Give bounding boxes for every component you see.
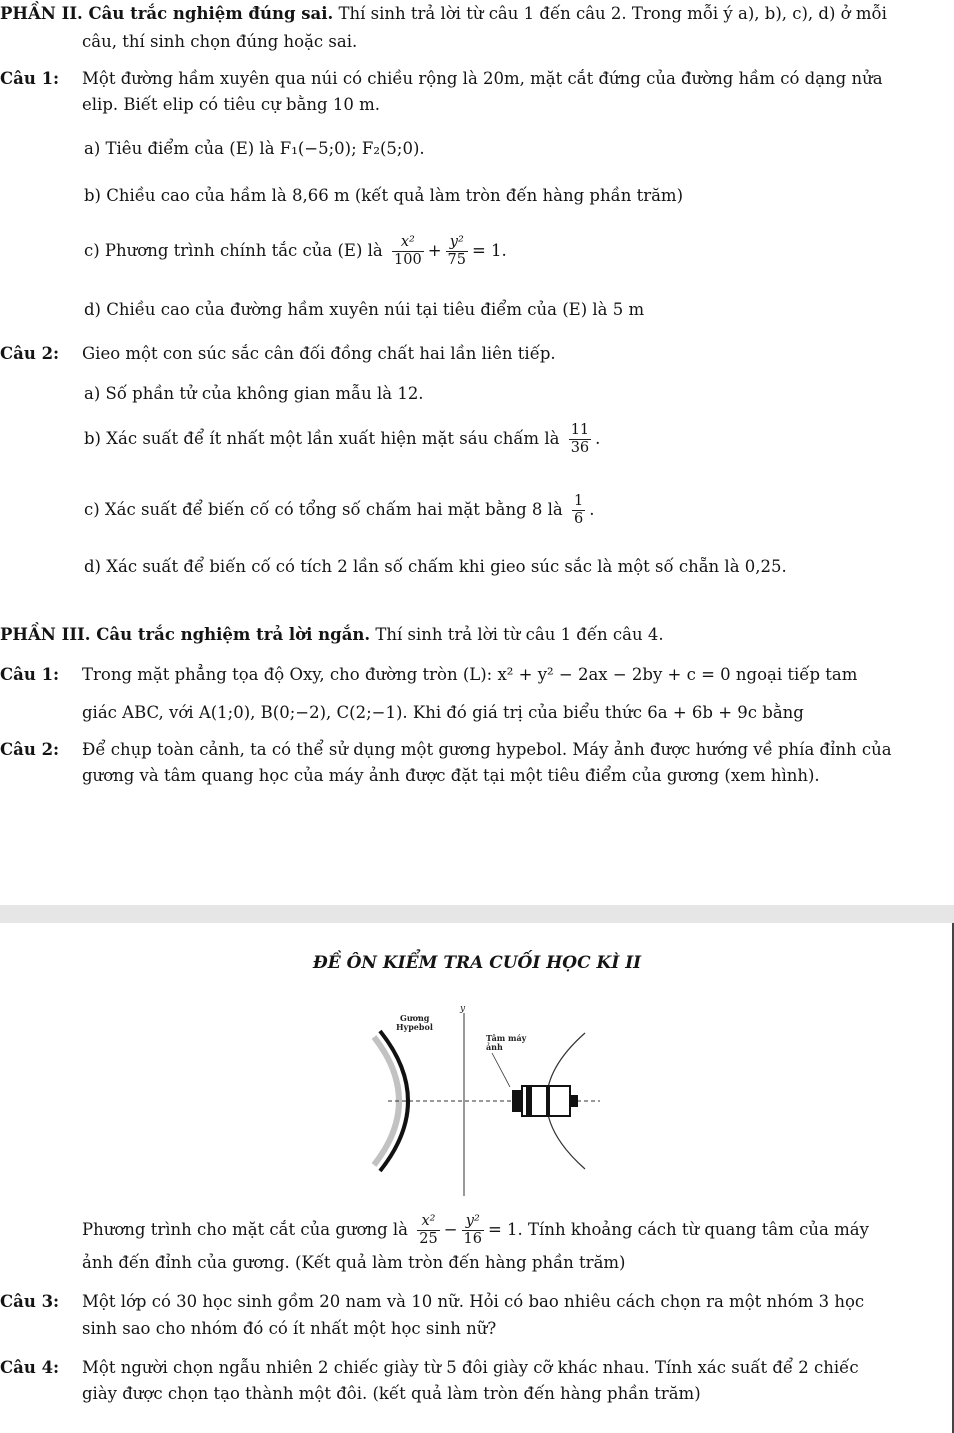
part2-q1-label: Câu 1: xyxy=(0,69,60,88)
part3-q2-line4: ảnh đến đỉnh của gương. (Kết quả làm tròn đến hàng phần trăm) xyxy=(82,1253,626,1272)
part2-q2-option-c xyxy=(84,493,595,528)
part2-heading-line2: câu, thí sinh chọn đúng hoặc sai. xyxy=(82,32,358,51)
period: . xyxy=(595,429,601,448)
fraction-denominator: 25 xyxy=(419,1231,438,1247)
part3-q2-eq-fraction-1 xyxy=(417,1213,439,1248)
fraction-numerator: 11 xyxy=(570,422,590,438)
part2-heading-rest: Thí sinh trả lời từ câu 1 đến câu 2. Trong mỗi ý a), b), c), d) ở mỗi xyxy=(333,4,887,23)
fraction-denominator: 36 xyxy=(570,440,590,456)
part2-heading-bold: PHẦN II. Câu trắc nghiệm đúng sai. xyxy=(0,4,334,23)
part3-q4-line1: Một người chọn ngẫu nhiên 2 chiếc giày từ 5 đôi giày cỡ khác nhau. Tính xác suất để 2 chiếc xyxy=(82,1358,859,1377)
part3-heading-rest: Thí sinh trả lời từ câu 1 đến câu 4. xyxy=(370,625,664,644)
camera-band-2 xyxy=(546,1086,550,1116)
period: . xyxy=(589,500,595,519)
hyperbolic-mirror-figure xyxy=(360,1001,620,1201)
part3-q2-line1: Để chụp toàn cảnh, ta có thể sử dụng một gương hypebol. Máy ảnh được hướng về phía đỉnh của xyxy=(82,740,892,759)
part2-q1-option-d: d) Chiều cao của đường hầm xuyên núi tại tiêu điểm của (E) là 5 m xyxy=(84,300,645,319)
part2-q1-c-equals: = 1. xyxy=(471,241,507,260)
part3-q1-line1: Trong mặt phẳng tọa độ Oxy, cho đường tròn (L): x² + y² − 2ax − 2by + c = 0 ngoại tiếp tam xyxy=(82,665,858,684)
fraction-denominator: 100 xyxy=(394,252,422,268)
mirror-label-line1: Gương xyxy=(400,1013,430,1023)
part3-q2-eq-text: Phương trình cho mặt cắt của gương là xyxy=(82,1220,408,1239)
fraction-denominator: 75 xyxy=(447,252,466,268)
part3-q1-label: Câu 1: xyxy=(0,665,60,684)
part2-q1-option-a: a) Tiêu điểm của (E) là F₁(−5;0); F₂(5;0). xyxy=(84,139,425,158)
mirror-label-line2: Hypebol xyxy=(396,1022,433,1032)
axis-label-y: y xyxy=(460,1004,466,1014)
part2-q1-line2: elip. Biết elip có tiêu cự bằng 10 m. xyxy=(82,95,380,114)
camera-back xyxy=(570,1095,578,1107)
camera-label-line2: ảnh xyxy=(486,1042,503,1052)
fraction-numerator: 1 xyxy=(574,493,584,509)
part3-heading-bold: PHẦN III. Câu trắc nghiệm trả lời ngắn. xyxy=(0,625,371,644)
part3-q3-line2: sinh sao cho nhóm đó có ít nhất một học sinh nữ? xyxy=(82,1319,497,1338)
part2-q2-line1: Gieo một con súc sắc cân đối đồng chất hai lần liên tiếp. xyxy=(82,344,556,363)
part2-q2-option-d: d) Xác suất để biến cố có tích 2 lần số chấm khi gieo súc sắc là một số chẵn là 0,25. xyxy=(84,557,787,576)
exam-page-2 xyxy=(0,923,954,1433)
part2-heading xyxy=(0,4,887,24)
part2-q2-option-a: a) Số phần tử của không gian mẫu là 12. xyxy=(84,384,424,403)
part2-q2-option-b xyxy=(84,422,600,457)
camera-lens xyxy=(512,1090,522,1112)
part3-q2-eq-rest: = 1. Tính khoảng cách từ quang tâm của máy xyxy=(487,1220,869,1239)
part3-q4-line2: giày được chọn tạo thành một đôi. (kết quả làm tròn đến hàng phần trăm) xyxy=(82,1384,701,1403)
fraction-numerator: x² xyxy=(392,234,424,252)
mirror-diagram xyxy=(360,1001,620,1201)
part3-q1-line2: giác ABC, với A(1;0), B(0;−2), C(2;−1). Khi đó giá trị của biểu thức 6a + 6b + 9c bằng xyxy=(82,703,804,722)
part3-q2-eq-fraction-2 xyxy=(462,1213,484,1248)
camera-label-line1: Tâm máy xyxy=(486,1033,527,1043)
fraction-numerator: y² xyxy=(462,1213,484,1231)
part2-q2-b-text: b) Xác suất để ít nhất một lần xuất hiện mặt sáu chấm là xyxy=(84,429,560,448)
part3-heading xyxy=(0,625,664,645)
fraction-denominator: 6 xyxy=(574,511,584,527)
minus-sign: − xyxy=(443,1220,458,1239)
part3-q4-label: Câu 4: xyxy=(0,1358,60,1377)
part3-q2-equation-line xyxy=(82,1213,869,1248)
fraction-denominator: 16 xyxy=(463,1231,482,1247)
part2-q2-label: Câu 2: xyxy=(0,344,60,363)
part2-q2-b-fraction xyxy=(569,422,591,457)
camera-leader-line xyxy=(492,1053,510,1087)
part2-q1-c-fraction-2 xyxy=(446,234,468,269)
camera-band-1 xyxy=(526,1086,532,1116)
part2-q1-option-b: b) Chiều cao của hầm là 8,66 m (kết quả làm tròn đến hàng phần trăm) xyxy=(84,186,684,205)
part2-q1-option-c xyxy=(84,234,507,269)
part2-q1-c-fraction-1 xyxy=(392,234,424,269)
mirror-vertex-dot xyxy=(406,1099,410,1103)
part3-q2-label: Câu 2: xyxy=(0,740,60,759)
fraction-numerator: x² xyxy=(417,1213,439,1231)
page-header: ĐỀ ÔN KIỂM TRA CUỐI HỌC KÌ II xyxy=(312,953,642,973)
fraction-numerator: y² xyxy=(446,234,468,252)
plus-sign: + xyxy=(427,241,442,260)
part2-q1-c-text: c) Phương trình chính tắc của (E) là xyxy=(84,241,383,260)
part2-q2-c-fraction xyxy=(572,493,585,528)
page-separator xyxy=(0,905,954,923)
part3-q3-line1: Một lớp có 30 học sinh gồm 20 nam và 10 nữ. Hỏi có bao nhiêu cách chọn ra một nhóm 3 học xyxy=(82,1292,865,1311)
part2-q1-line1: Một đường hầm xuyên qua núi có chiều rộng là 20m, mặt cắt đứng của đường hầm có dạng nửa xyxy=(82,69,883,88)
part3-q2-line2: gương và tâm quang học của máy ảnh được đặt tại một tiêu điểm của gương (xem hình). xyxy=(82,766,820,785)
part2-q2-c-text: c) Xác suất để biến cố có tổng số chấm hai mặt bằng 8 là xyxy=(84,500,563,519)
part3-q3-label: Câu 3: xyxy=(0,1292,60,1311)
